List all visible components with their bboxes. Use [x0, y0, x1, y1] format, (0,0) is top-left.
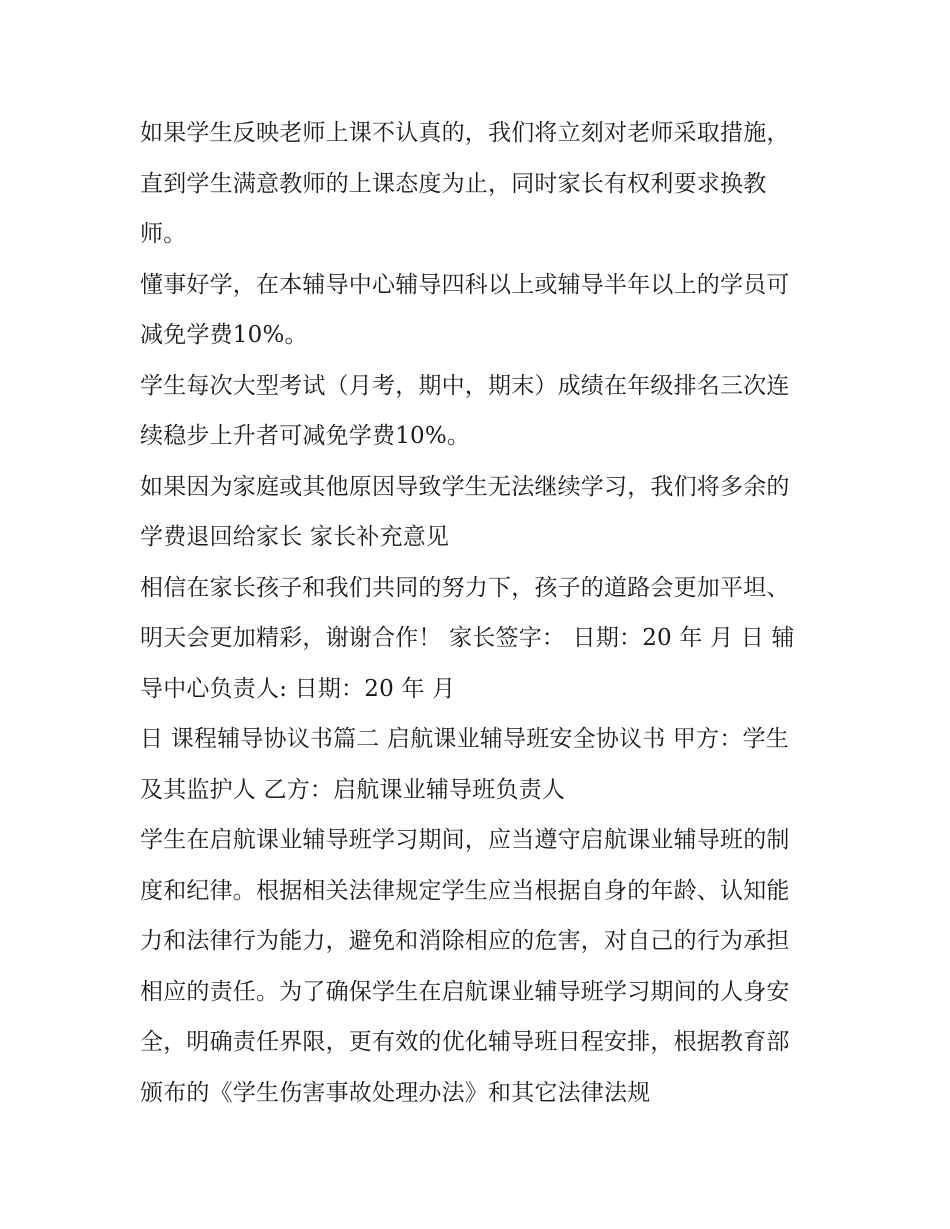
paragraph-refund: 如果因为家庭或其他原因导致学生无法继续学习，我们将多余的学费退回给家长 家长补充意见: [140, 473, 790, 550]
paragraph-safety-terms: 学生在启航课业辅导班学习期间，应当遵守启航课业辅导班的制度和纪律。根据相关法律规定学生应当根据自身的年龄、认知能力和法律行为能力，避免和消除相应的危害，对自己的行为承担相应的责任。为了确保学生在启航课业辅导班学习期间的人身安全，明确责任界限，更有效的优化辅导班日程安排，根据教育部颁布的《学生伤害事故处理办法》和其它法律法规: [140, 827, 790, 1106]
paragraph-signature: 相信在家长孩子和我们共同的努力下，孩子的道路会更加平坦、明天会更加精彩，谢谢合作！ 家长签字： 日期：20 年 月 日 辅导中心负责人: 日期：20 年 月: [140, 574, 795, 702]
document-body: [140, 108, 812, 1118]
paragraph-fee-reduction-exams: 学生每次大型考试（月考，期中，期末）成绩在年级排名三次连续稳步上升者可减免学费10%。: [140, 372, 790, 449]
paragraph-teacher-replacement: 如果学生反映老师上课不认真的，我们将立刻对老师采取措施，直到学生满意教师的上课态度为止，同时家长有权利要求换教师。: [140, 120, 790, 247]
paragraph-fee-reduction-subjects: 懂事好学，在本辅导中心辅导四科以上或辅导半年以上的学员可减免学费10%。: [140, 271, 790, 348]
paragraph-safety-agreement-title: 日 课程辅导协议书篇二 启航课业辅导班安全协议书 甲方：学生及其监护人 乙方：启航课业辅导班负责人: [140, 726, 789, 803]
